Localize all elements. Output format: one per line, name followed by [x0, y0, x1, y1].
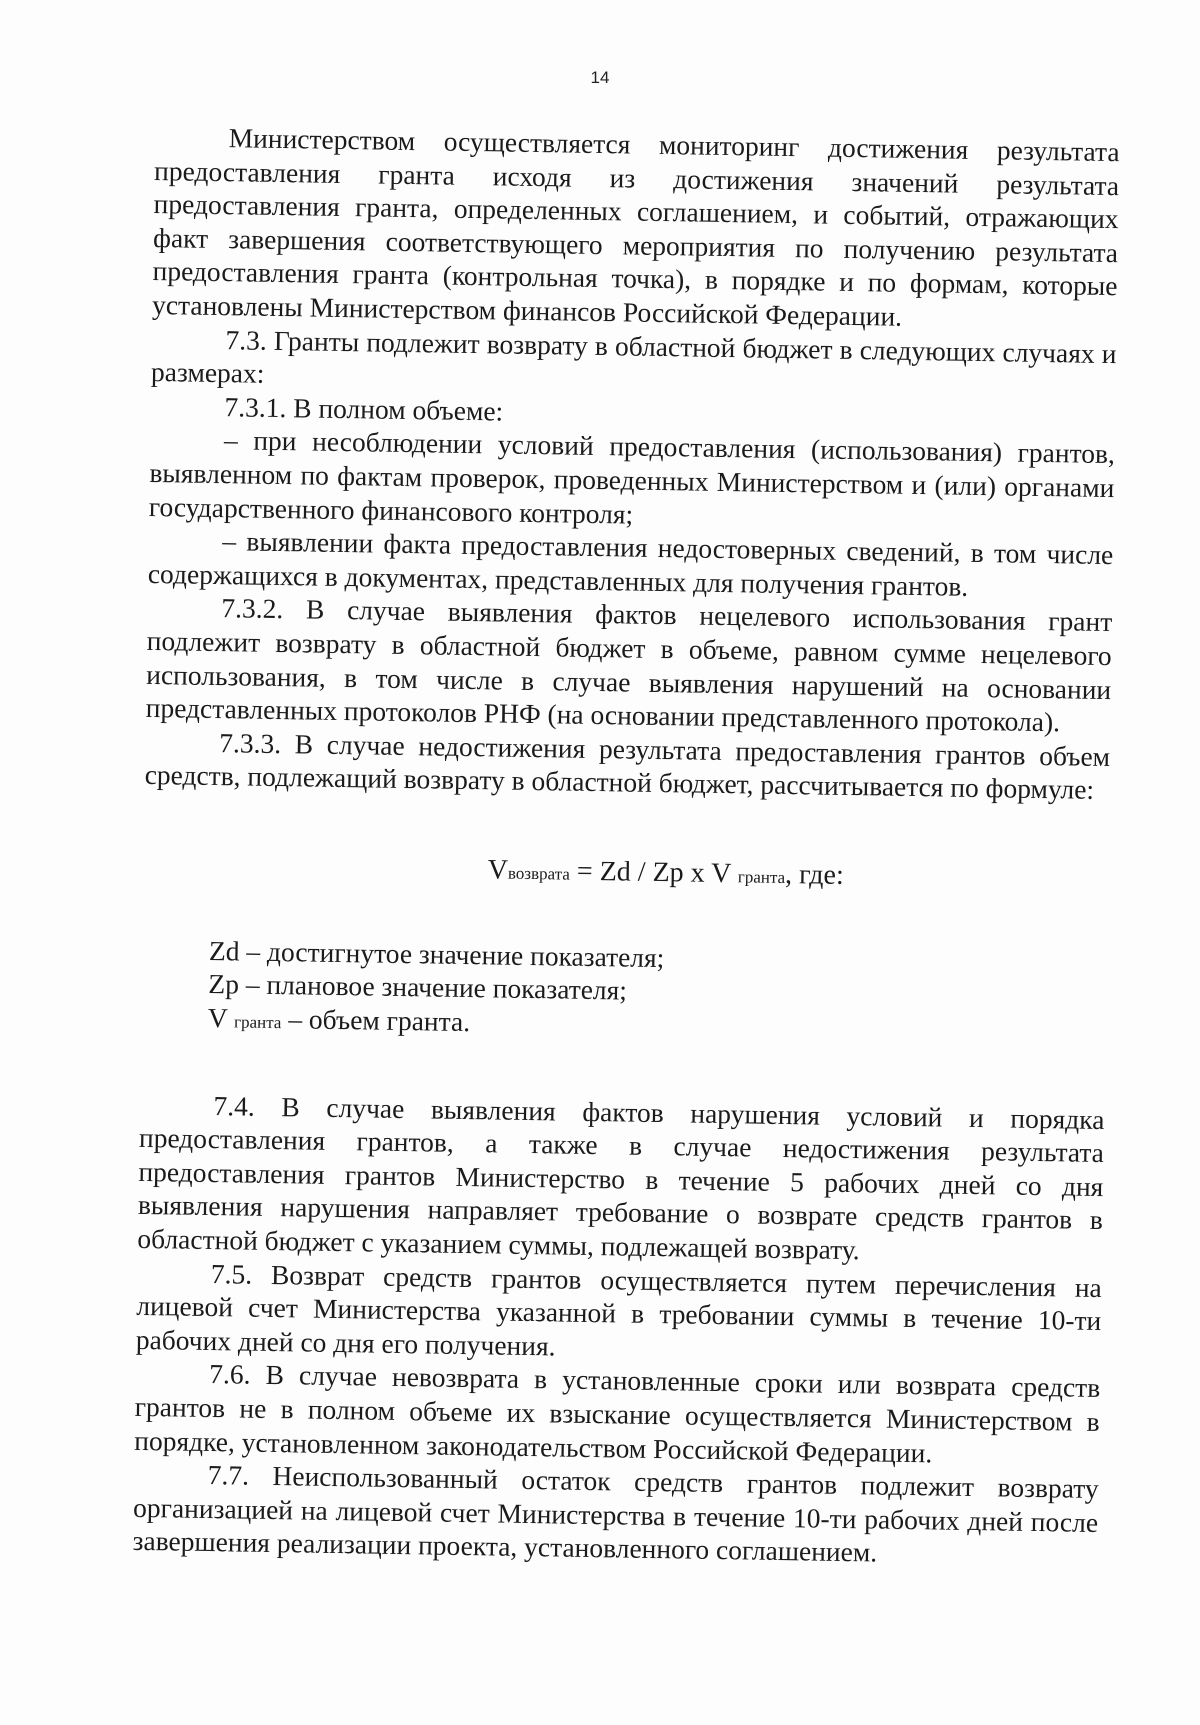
- formula-v: V: [487, 854, 509, 886]
- definition-v-rest: – объем гранта.: [281, 1003, 471, 1038]
- definition-v-subscript: гранта: [233, 1012, 282, 1033]
- refund-formula: [143, 848, 1108, 900]
- formula-v-subscript: возврата: [507, 863, 571, 884]
- paragraph-7-7: 7.7. Неиспользованный остаток средств грантов подлежит возврату организацией на лицевой счет Министерства в течение 10-ти рабочих дней после завершения реализации проекта, установленного соглашением.: [132, 1459, 1099, 1568]
- paragraph-7-3-3: 7.3.3. В случае недостижения результата предоставления грантов объем средств, подлежащий возврату в областной бюджет, рассчитывается по формуле:: [144, 726, 1111, 806]
- formula-tail: , где:: [784, 858, 844, 891]
- document-body: [132, 120, 1119, 1573]
- paragraph-7-3-2: 7.3.2. В случае выявления фактов нецелевого использования грант подлежит возврату в областной бюджет в объеме, равном сумме нецелевого использования, в том числе в случае выявления нарушений на основании представленных протоколов РНФ (на основании представленного протокола).: [145, 592, 1113, 738]
- paragraph-7-6: 7.6. В случае невозврата в установленные сроки или возврата средств грантов не в полном объеме их взыскание осуществляется Министерством в порядке, установленном законодательством Российской Федерации.: [134, 1358, 1101, 1468]
- list-item-noncompliance: – при несоблюдении условий предоставления (использования) грантов, выявленном по фактам проверок, проведенных Министерством и (или) органами государственного финансового контроля;: [148, 424, 1116, 530]
- paragraph-monitoring: Министерством осуществляется мониторинг достижения результата предоставления гранта исходя из достижения значений результата предоставления гранта, определенных соглашением, и событий, отражающих факт завершения соответствующего мероприятия по получению результата предоставления гранта (контрольная точка), в порядке и по формам, которые установлены Министерством финансов Российской Федерации.: [151, 122, 1120, 332]
- paragraph-7-3-1: 7.3.1. В полном объеме:: [224, 390, 504, 427]
- formula-expression: = Zd / Zp x V: [569, 855, 739, 890]
- definition-v-letter: V: [207, 1002, 235, 1034]
- paragraph-7-5: 7.5. Возврат средств грантов осуществляется путем перечисления на лицевой счет Министерства указанной в требовании суммы в течение 10-ти рабочих дней со дня его получения.: [135, 1257, 1103, 1362]
- list-item-false-info: – выявлении факта предоставления недостоверных сведений, в том числе содержащихся в документах, представленных для получения грантов.: [147, 525, 1114, 602]
- definition-zd: Zd – достигнутое значение показателя;: [208, 934, 665, 973]
- formula-grant-subscript: гранта: [737, 867, 786, 887]
- definition-zp: Zp – плановое значение показателя;: [208, 968, 628, 1006]
- formula-definitions: [141, 933, 1108, 1053]
- paragraph-7-4: 7.4. В случае выявления фактов нарушения условий и порядка предоставления грантов, а также в случае недостижения результата предоставления грантов Министерство в течение 5 рабочих дней со дня выявления нарушения направляет требование о возврате средств грантов в областной бюджет с указанием суммы, подлежащей возврату.: [137, 1089, 1105, 1266]
- paragraph-7-3: 7.3. Гранты подлежит возврату в областной бюджет в следующих случаях и размерах:: [150, 323, 1117, 389]
- page-number: 14: [590, 68, 610, 87]
